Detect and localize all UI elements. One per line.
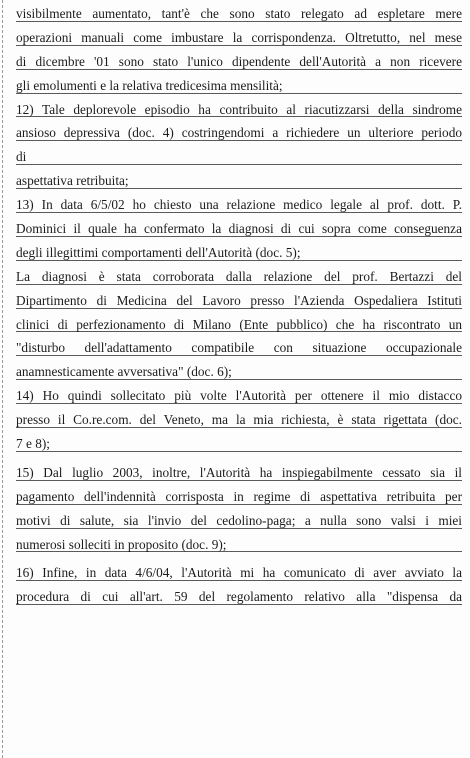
line-text: 14) Ho quindi sollecitato più volte l'Autorità per ottenere il mio distacco — [16, 388, 462, 404]
line-text: procedura di cui all'art. 59 del regolamento relativo alla "dispensa da — [16, 589, 462, 605]
document-line — [16, 123, 462, 144]
line-text: numerosi solleciti in proposito (doc. 9); — [16, 536, 227, 552]
line-text: operazioni manuali come imbustare la corrispondenza. Oltretutto, nel mese — [16, 29, 462, 45]
document-line — [16, 338, 462, 359]
line-text: motivi di salute, sia l'invio del cedolino-paga; a nulla sono valsi i miei — [16, 512, 462, 528]
line-text: pagamento dell'indennità corrisposta in regime di aspettativa retribuita per — [16, 488, 462, 504]
document-line — [16, 267, 462, 288]
document-line — [16, 219, 462, 240]
document-line — [16, 487, 462, 508]
document-line — [16, 362, 462, 383]
line-text: degli illegittimi comportamenti dell'Autorità (doc. 5); — [16, 244, 301, 260]
line-text: Dipartimento di Medicina del Lavoro presso l'Azienda Ospedaliera Istituti — [16, 292, 462, 308]
line-text: di — [16, 149, 27, 165]
document-line — [16, 171, 462, 192]
document-line — [16, 52, 462, 73]
line-text: ansioso depressiva (doc. 4) costringendomi a richiedere un ulteriore periodo — [16, 125, 462, 141]
line-text: di dicembre '01 sono stato l'unico dipendente dell'Autorità a non ricevere — [16, 53, 462, 69]
line-text: aspettativa retribuita; — [16, 173, 129, 189]
document-line — [16, 434, 462, 455]
line-text: 7 e 8); — [16, 436, 50, 452]
document-line — [16, 243, 462, 264]
document-line — [16, 195, 462, 216]
left-margin-rule — [2, 0, 3, 758]
document-line — [16, 291, 462, 312]
document-line — [16, 4, 462, 25]
line-text: 15) Dal luglio 2003, inoltre, l'Autorità ha inspiegabilmente cessato sia il — [16, 464, 462, 480]
document-line — [16, 511, 462, 532]
line-text: anamnesticamente avversativa" (doc. 6); — [16, 364, 232, 380]
document-line — [16, 563, 462, 584]
line-text: clinici di perfezionamento di Milano (Ente pubblico) che ha riscontrato un — [16, 316, 462, 332]
line-text: 12) Tale deplorevole episodio ha contribuito al riacutizzarsi della sindrome — [16, 101, 462, 117]
document-line — [16, 410, 462, 431]
document-line — [16, 76, 462, 97]
line-text: presso il Co.re.com. del Veneto, ma la mia richiesta, è stata rigettata (doc. — [16, 412, 462, 428]
document-line — [16, 315, 462, 336]
line-text: "disturbo dell'adattamento compatibile con situazione occupazionale — [16, 340, 462, 356]
line-text: visibilmente aumentato, tant'è che sono stato relegato ad espletare mere — [16, 6, 462, 21]
line-text: La diagnosi è stata corroborata dalla relazione del prof. Bertazzi del — [16, 268, 462, 284]
document-line — [16, 587, 462, 608]
document-line — [16, 535, 462, 556]
document-line — [16, 100, 462, 121]
document-body — [16, 0, 462, 605]
document-line — [16, 386, 462, 407]
document-line — [16, 147, 462, 168]
line-text: 16) Infine, in data 4/6/04, l'Autorità mi ha comunicato di aver avviato la — [16, 565, 462, 581]
line-text: gli emolumenti e la relativa tredicesima mensilità; — [16, 77, 283, 93]
line-text: Dominici il quale ha confermato la diagnosi di cui sopra come conseguenza — [16, 221, 462, 237]
line-text: 13) In data 6/5/02 ho chiesto una relazione medico legale al prof. dott. P. — [16, 197, 462, 213]
document-line — [16, 463, 462, 484]
document-line — [16, 28, 462, 49]
